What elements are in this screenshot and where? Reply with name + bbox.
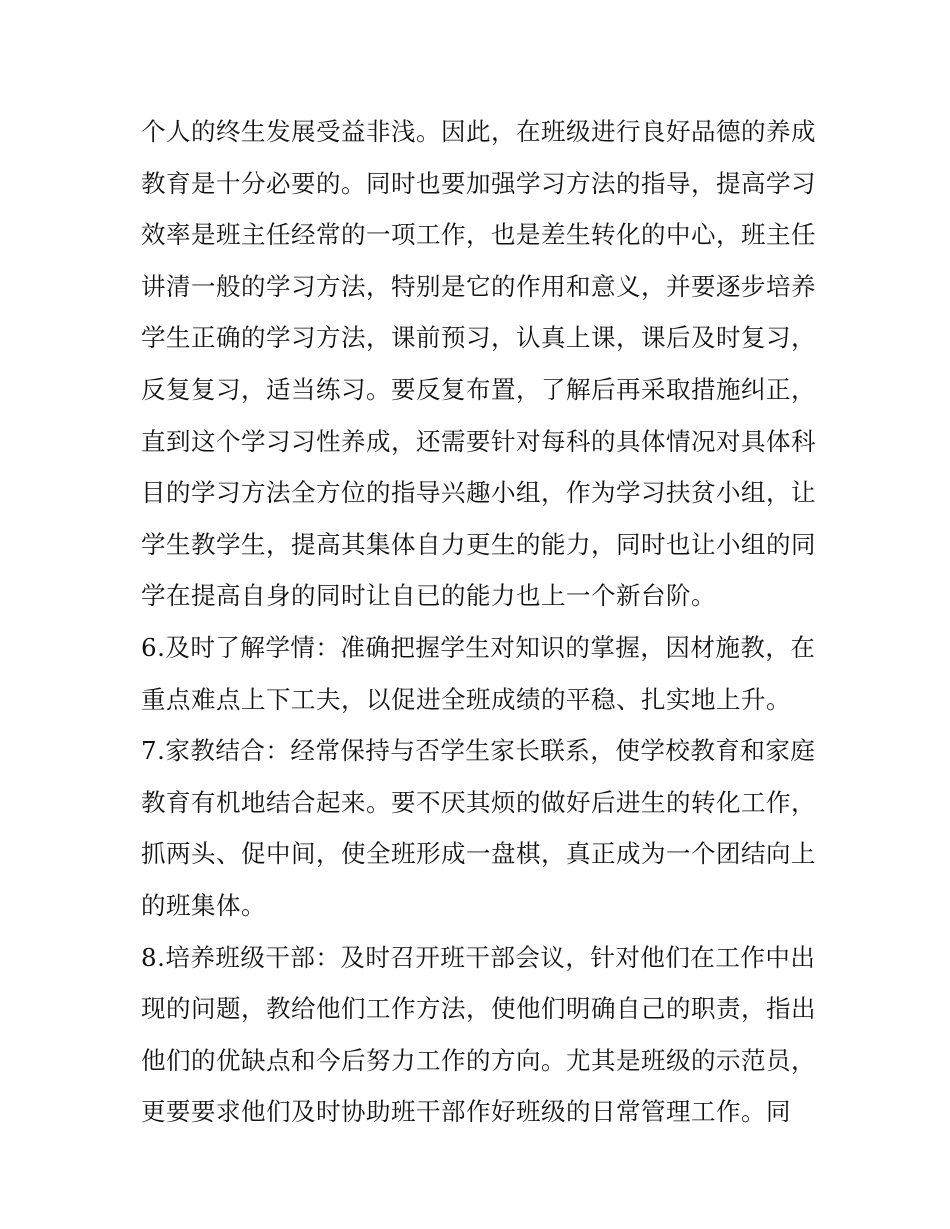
text-line: 反复复习，适当练习。要反复布置，了解后再采取措施纠正，	[141, 374, 816, 404]
text-line: 抓两头、促中间，使全班形成一盘棋，真正成为一个团结向上	[141, 839, 816, 869]
text-line: 学生正确的学习方法，课前预习，认真上课，课后及时复习，	[141, 323, 816, 353]
text-line: 7.家教结合：经常保持与否学生家长联系，使学校教育和家庭	[141, 736, 816, 766]
text-line: 学生教学生，提高其集体自力更生的能力，同时也让小组的同	[141, 529, 816, 559]
text-line: 8.培养班级干部：及时召开班干部会议，针对他们在工作中出	[141, 942, 816, 972]
text-line: 讲清一般的学习方法，特别是它的作用和意义，并要逐步培养	[141, 271, 816, 301]
text-line: 教育有机地结合起来。要不厌其烦的做好后进生的转化工作，	[141, 787, 816, 817]
body-text	[141, 110, 821, 1142]
text-line: 重点难点上下工夫，以促进全班成绩的平稳、扎实地上升。	[141, 684, 791, 714]
text-line: 的班集体。	[141, 890, 266, 920]
text-line: 个人的终生发展受益非浅。因此，在班级进行良好品德的养成	[141, 117, 816, 146]
text-line: 学在提高自身的同时让自已的能力也上一个新台阶。	[141, 581, 716, 611]
text-line: 更要要求他们及时协助班干部作好班级的日常管理工作。同	[141, 1097, 791, 1127]
text-line: 现的问题，教给他们工作方法，使他们明确自己的职责，指出	[141, 994, 816, 1024]
text-line: 教育是十分必要的。同时也要加强学习方法的指导，提高学习	[141, 168, 816, 198]
text-line: 目的学习方法全方位的指导兴趣小组，作为学习扶贫小组，让	[141, 478, 816, 508]
text-line: 直到这个学习习性养成，还需要针对每科的具体情况对具体科	[141, 426, 816, 456]
text-line: 他们的优缺点和今后努力工作的方向。尤其是班级的示范员，	[141, 1045, 816, 1075]
text-line: 6.及时了解学情：准确把握学生对知识的掌握，因材施教，在	[141, 632, 816, 662]
text-line: 效率是班主任经常的一项工作，也是差生转化的中心，班主任	[141, 220, 816, 250]
